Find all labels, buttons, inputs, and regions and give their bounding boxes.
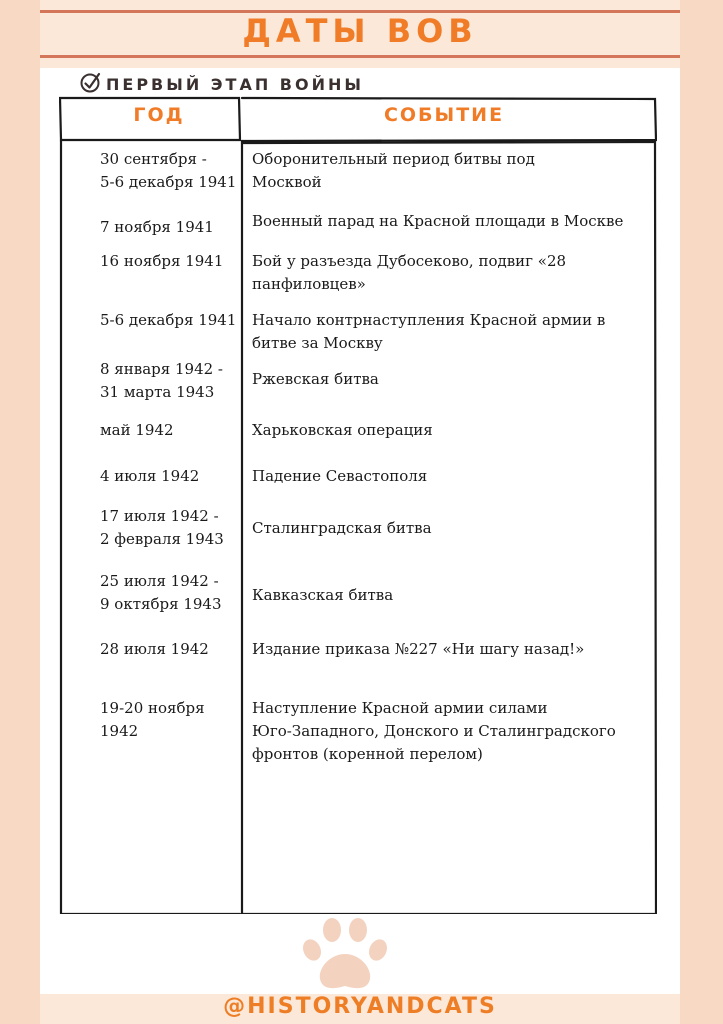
row-date-line: 8 января 1942 -	[100, 360, 224, 378]
row-event	[252, 419, 652, 442]
row-event	[252, 210, 652, 233]
row-date-line: 7 ноября 1941	[100, 218, 214, 236]
row-date-line: 5-6 декабря 1941	[100, 173, 237, 191]
row-date	[100, 148, 270, 194]
row-date	[100, 358, 270, 404]
row-event-line: битве за Москву	[252, 334, 383, 352]
page-title: ДАТЫ ВОВ	[242, 12, 478, 50]
row-event	[252, 250, 652, 296]
section-heading	[80, 71, 364, 97]
row-date	[100, 505, 270, 551]
row-event-line: Харьковская операция	[252, 421, 433, 439]
row-date-line: 25 июля 1942 -	[100, 572, 219, 590]
row-date-line: 9 октября 1943	[100, 595, 222, 613]
section-title: ПЕРВЫЙ ЭТАП ВОЙНЫ	[106, 74, 364, 94]
row-date-line: 28 июля 1942	[100, 640, 209, 658]
row-event	[252, 465, 652, 488]
row-date	[100, 216, 270, 239]
row-date	[100, 697, 270, 743]
row-date-line: 4 июля 1942	[100, 467, 200, 485]
row-date	[100, 465, 270, 488]
row-date	[100, 250, 270, 273]
row-date-line: 2 февраля 1943	[100, 530, 224, 548]
row-date-line: 31 марта 1943	[100, 383, 215, 401]
row-date-line: 17 июля 1942 -	[100, 507, 219, 525]
row-date-line: май 1942	[100, 421, 174, 439]
row-event	[252, 697, 652, 766]
row-event-line: панфиловцев»	[252, 275, 366, 293]
column-header-year: ГОД	[133, 104, 185, 126]
row-event-line: Ржевская битва	[252, 370, 379, 388]
row-event-line: Падение Севастополя	[252, 467, 428, 485]
row-date-line: 5-6 декабря 1941	[100, 311, 237, 329]
row-event-line: Начало контрнаступления Красной армии в	[252, 311, 606, 329]
row-event-line: Военный парад на Красной площади в Москве	[252, 212, 624, 230]
row-date-line: 19-20 ноября	[100, 699, 205, 717]
row-date	[100, 638, 270, 661]
row-event	[252, 584, 652, 607]
row-event-line: Кавказская битва	[252, 586, 394, 604]
row-event	[252, 517, 652, 540]
row-event-line: фронтов (коренной перелом)	[252, 745, 483, 763]
footer-handle: @HISTORYANDCATS	[223, 994, 497, 1019]
row-date-line: 30 сентября -	[100, 150, 207, 168]
worksheet-page	[40, 0, 680, 1024]
title-bottom-rule	[40, 55, 680, 58]
row-event	[252, 368, 652, 391]
paw-print-icon	[300, 916, 390, 994]
row-date	[100, 309, 270, 332]
row-event-line: Юго-Западного, Донского и Сталинградского	[252, 722, 616, 740]
row-event-line: Москвой	[252, 173, 322, 191]
row-event	[252, 309, 652, 355]
row-event-line: Наступление Красной армии силами	[252, 699, 548, 717]
check-circle-icon	[80, 71, 102, 97]
row-date-line: 16 ноября 1941	[100, 252, 224, 270]
row-date-line: 1942	[100, 722, 139, 740]
row-event-line: Оборонительный период битвы под	[252, 150, 535, 168]
row-event	[252, 148, 652, 194]
row-event-line: Сталинградская битва	[252, 519, 432, 537]
row-event	[252, 638, 652, 661]
column-header-event: СОБЫТИЕ	[383, 104, 505, 126]
row-date	[100, 570, 270, 616]
row-date	[100, 419, 270, 442]
row-event-line: Издание приказа №227 «Ни шагу назад!»	[252, 640, 585, 658]
row-event-line: Бой у разъезда Дубосеково, подвиг «28	[252, 252, 567, 270]
